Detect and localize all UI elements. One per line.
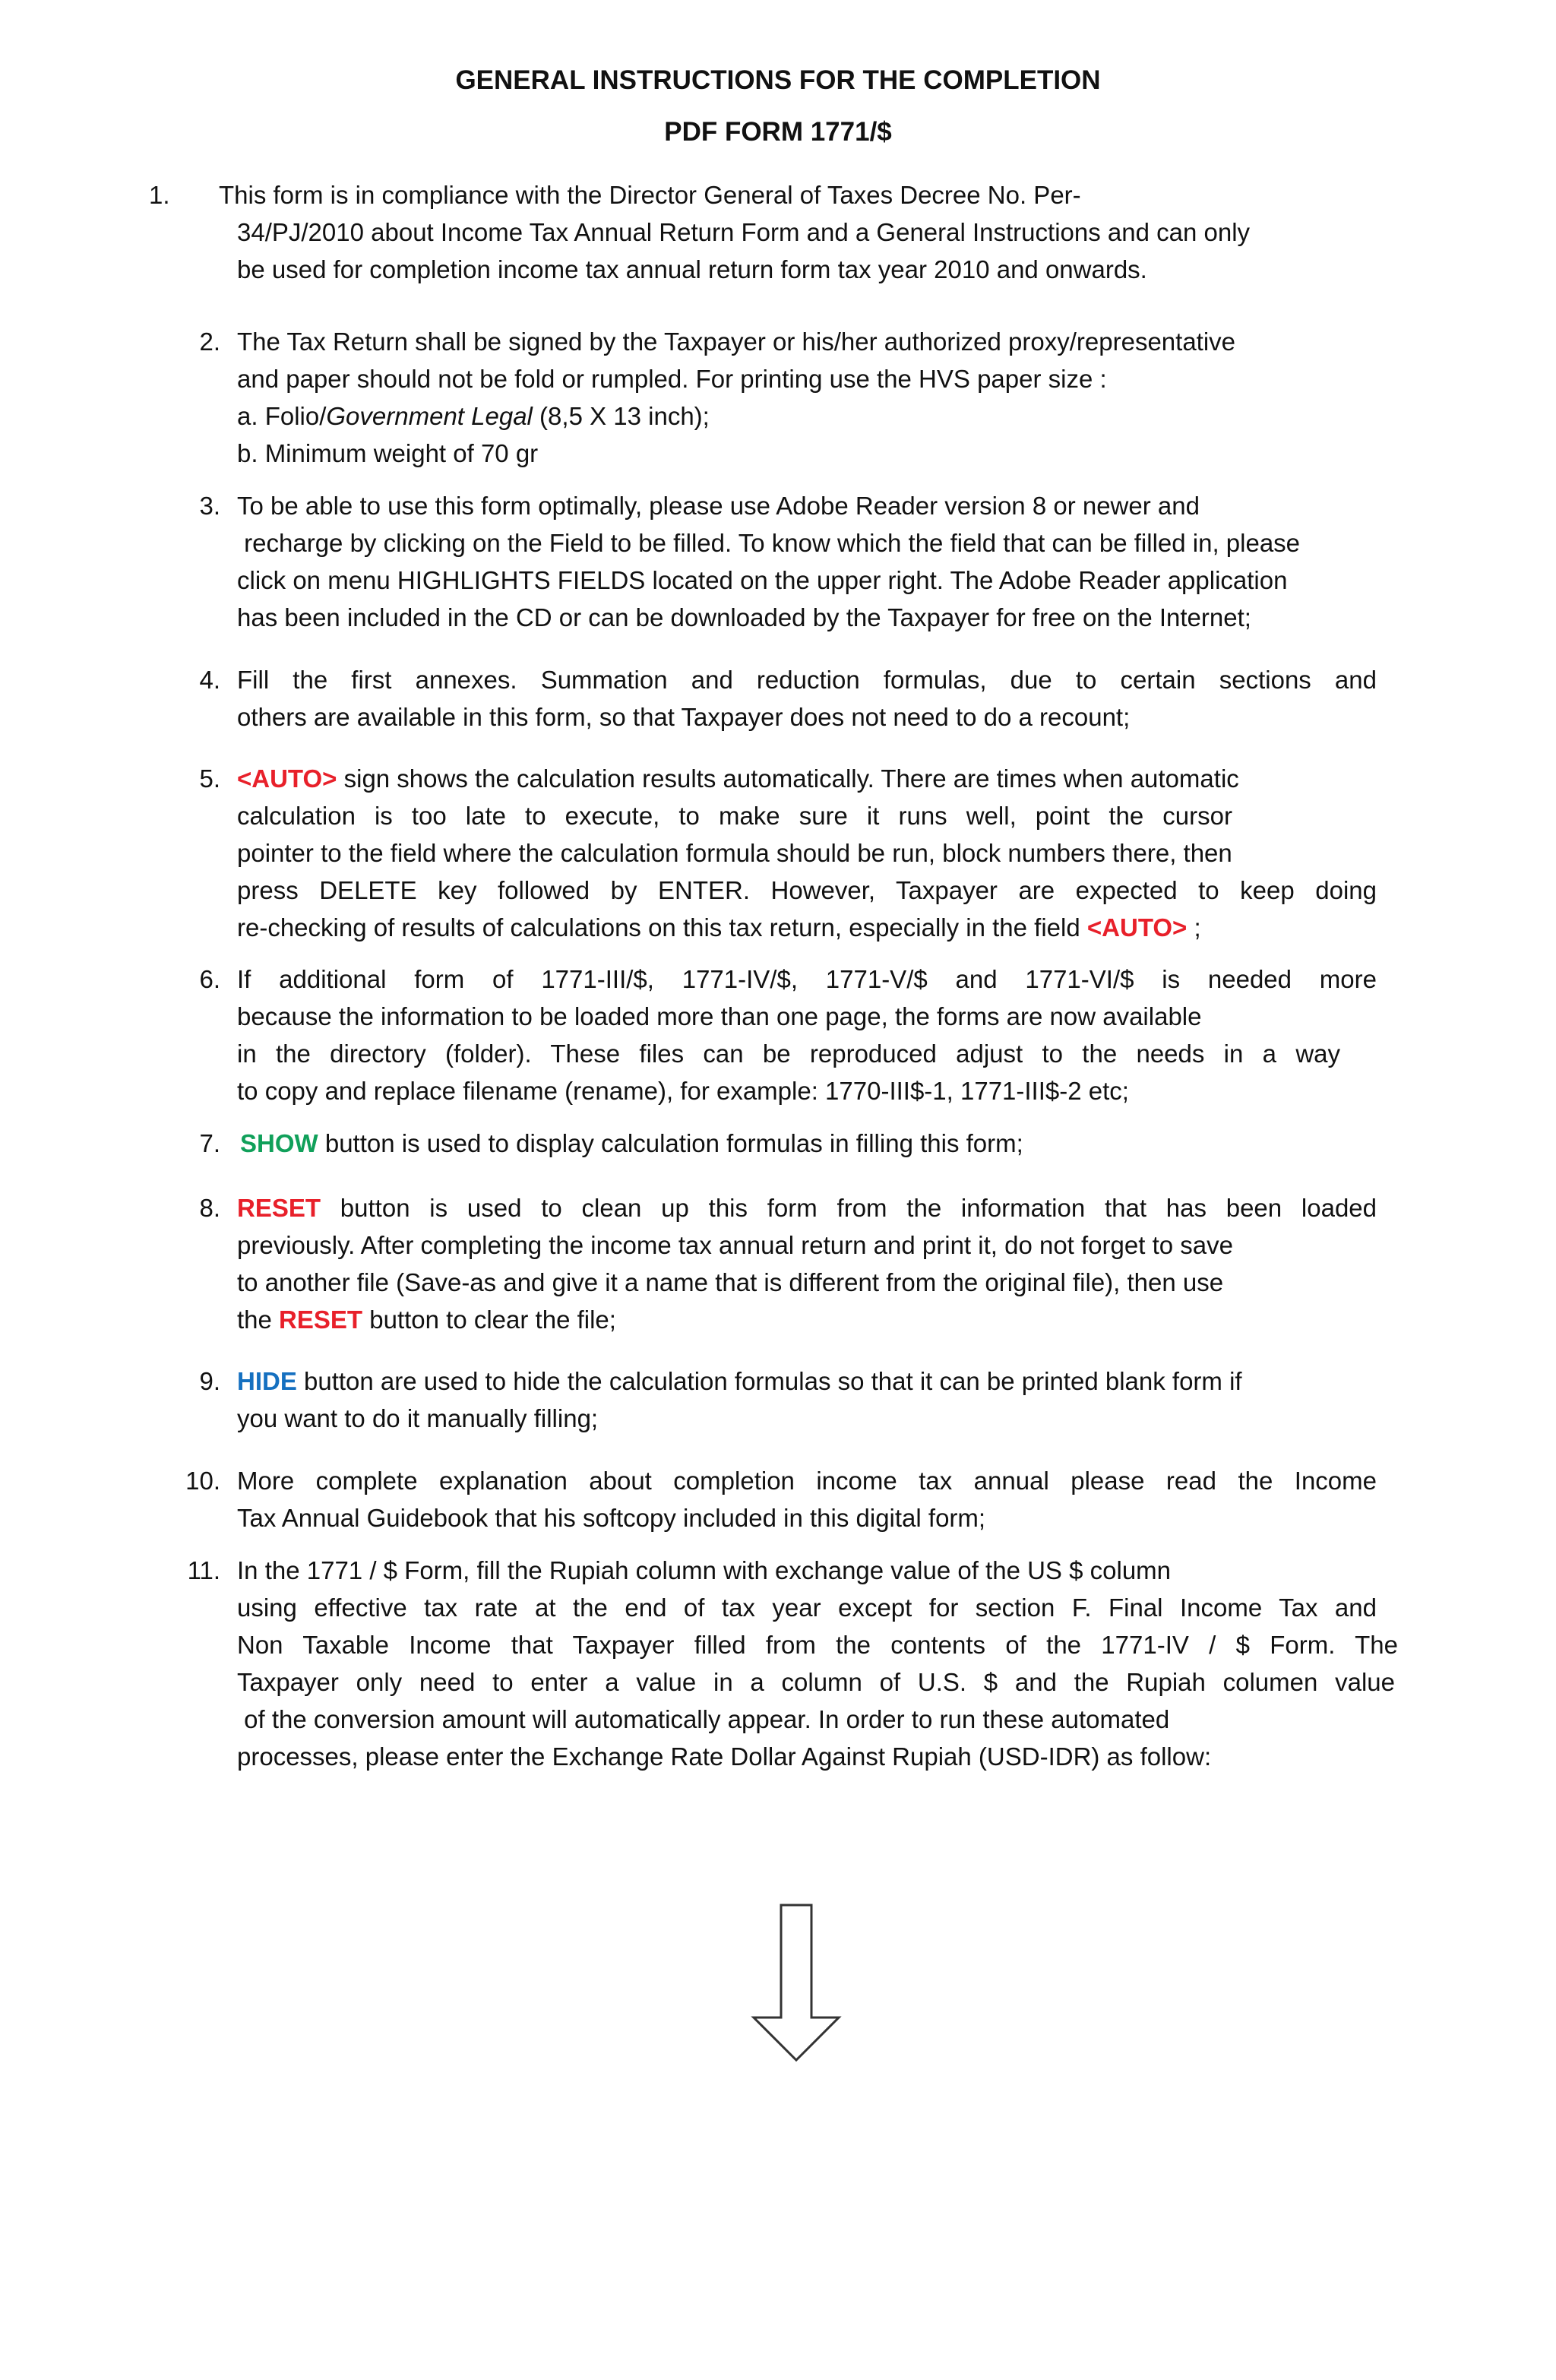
item-line-suffix: button to clear the file;	[362, 1306, 616, 1334]
auto-keyword: <AUTO>	[1086, 913, 1188, 942]
reset-keyword: RESET	[237, 1194, 321, 1222]
item-line	[240, 1125, 1477, 1162]
item-line	[237, 760, 1474, 797]
item-number: 8.	[199, 1194, 220, 1222]
item-number: 10.	[185, 1467, 220, 1495]
item-body	[237, 1552, 1474, 1775]
item-line	[237, 909, 1474, 946]
item-sub-a	[237, 397, 1474, 435]
item-body	[237, 1462, 1474, 1537]
item-number: 2.	[199, 328, 220, 356]
item-line: pointer to the field where the calculation formula should be run, block numbers there, then	[237, 839, 1232, 867]
item-line: recharge by clicking on the Field to be filled. To know which the field that can be filled in, please	[237, 529, 1301, 557]
item-body	[237, 661, 1474, 736]
item-line: processes, please enter the Exchange Rate Dollar Against Rupiah (USD-IDR) as follow:	[237, 1742, 1212, 1771]
item-number: 7.	[199, 1129, 220, 1157]
page-title: GENERAL INSTRUCTIONS FOR THE COMPLETION	[455, 65, 1101, 95]
item-line-suffix: ;	[1187, 913, 1201, 942]
item-line-rest: button is used to clean up this form from the information that has been loaded	[321, 1194, 1377, 1222]
item-line: calculation is too late to execute, to make sure it runs well, point the cursor	[237, 802, 1232, 830]
item-number: 9.	[199, 1367, 220, 1395]
item-line: because the information to be loaded more than one page, the forms are now available	[237, 1002, 1202, 1030]
item-line	[237, 1189, 1377, 1226]
item-number: 4.	[199, 666, 220, 694]
auto-keyword: <AUTO>	[237, 764, 337, 793]
item-body	[237, 1362, 1474, 1437]
item-body	[237, 487, 1474, 636]
item-line-rest: button are used to hide the calculation formulas so that it can be printed blank form if	[296, 1367, 1242, 1395]
item-line	[237, 1301, 1474, 1338]
item-line-rest: button is used to display calculation formulas in filling this form;	[318, 1129, 1023, 1157]
item-line: click on menu HIGHLIGHTS FIELDS located on the upper right. The Adobe Reader application	[237, 566, 1288, 594]
item-line: 34/PJ/2010 about Income Tax Annual Return Form and a General Instructions and can only	[237, 218, 1251, 246]
item-line: others are available in this form, so that Taxpayer does not need to do a recount;	[237, 703, 1131, 731]
item-line: In the 1771 / $ Form, fill the Rupiah column with exchange value of the US $ column	[237, 1556, 1172, 1584]
item-line: and paper should not be fold or rumpled. For printing use the HVS paper size :	[237, 365, 1107, 393]
sub-a-prefix: a. Folio/	[237, 402, 327, 430]
hide-keyword: HIDE	[237, 1367, 297, 1395]
sub-a-italic: Government Legal	[326, 402, 533, 430]
item-line: using effective tax rate at the end of tax year except for section F. Final Income Tax and	[237, 1594, 1377, 1622]
item-line: The Tax Return shall be signed by the Taxpayer or his/her authorized proxy/representative	[237, 328, 1236, 356]
item-line: press DELETE key followed by ENTER. However, Taxpayer are expected to keep doing	[237, 876, 1377, 904]
item-line: to another file (Save-as and give it a name that is different from the original file), then use	[237, 1268, 1224, 1296]
page-subtitle: PDF FORM 1771/$	[664, 117, 892, 147]
item-line: Tax Annual Guidebook that his softcopy included in this digital form;	[237, 1504, 986, 1532]
item-body	[219, 176, 1456, 214]
item-line: Non Taxable Income that Taxpayer filled from the contents of the 1771-IV / $ Form. The	[237, 1631, 1398, 1659]
item-number: 11.	[187, 1556, 220, 1584]
item-line: has been included in the CD or can be downloaded by the Taxpayer for free on the Internet;	[237, 603, 1251, 631]
reset-keyword: RESET	[279, 1306, 363, 1334]
item-line	[237, 1362, 1474, 1400]
item-line: you want to do it manually filling;	[237, 1404, 599, 1432]
item-body	[240, 1125, 1477, 1162]
item-line: Fill the first annexes. Summation and reduction formulas, due to certain sections and	[237, 666, 1377, 694]
item-number: 3.	[199, 492, 220, 520]
item-line: This form is in compliance with the Director General of Taxes Decree No. Per-	[219, 181, 1081, 209]
item-line: previously. After completing the income tax annual return and print it, do not forget to save	[237, 1231, 1233, 1259]
item-line: If additional form of 1771-III/$, 1771-IV/$, 1771-V/$ and 1771-VI/$ is needed more	[237, 965, 1377, 993]
item-line: in the directory (folder). These files can be reproduced adjust to the needs in a way	[237, 1040, 1340, 1068]
item-line-prefix: the	[237, 1306, 280, 1334]
item-body	[237, 961, 1474, 1109]
item-line: More complete explanation about completion income tax annual please read the Income	[237, 1467, 1377, 1495]
show-keyword: SHOW	[240, 1129, 318, 1157]
item-sub-b: b. Minimum weight of 70 gr	[237, 439, 539, 467]
item-line-rest: sign shows the calculation results automatically. There are times when automatic	[337, 764, 1239, 793]
item-line: of the conversion amount will automatically appear. In order to run these automated	[237, 1705, 1170, 1733]
item-body	[237, 1189, 1474, 1338]
sub-a-suffix: (8,5 X 13 inch);	[532, 402, 710, 430]
item-line: to copy and replace filename (rename), for example: 1770-III$-1, 1771-III$-2 etc;	[237, 1077, 1129, 1105]
item-body	[237, 760, 1474, 946]
item-number: 1.	[149, 181, 170, 209]
item-line: Taxpayer only need to enter a value in a column of U.S. $ and the Rupiah columen value	[237, 1668, 1395, 1696]
item-line: To be able to use this form optimally, please use Adobe Reader version 8 or newer and	[237, 492, 1200, 520]
item-line: be used for completion income tax annual return form tax year 2010 and onwards.	[237, 255, 1147, 283]
item-number: 5.	[199, 764, 220, 793]
down-arrow-icon	[751, 1904, 842, 2063]
item-body	[237, 214, 1474, 288]
item-number: 6.	[199, 965, 220, 993]
item-body	[237, 323, 1474, 472]
item-line-prefix: re-checking of results of calculations on this tax return, especially in the field	[237, 913, 1087, 942]
